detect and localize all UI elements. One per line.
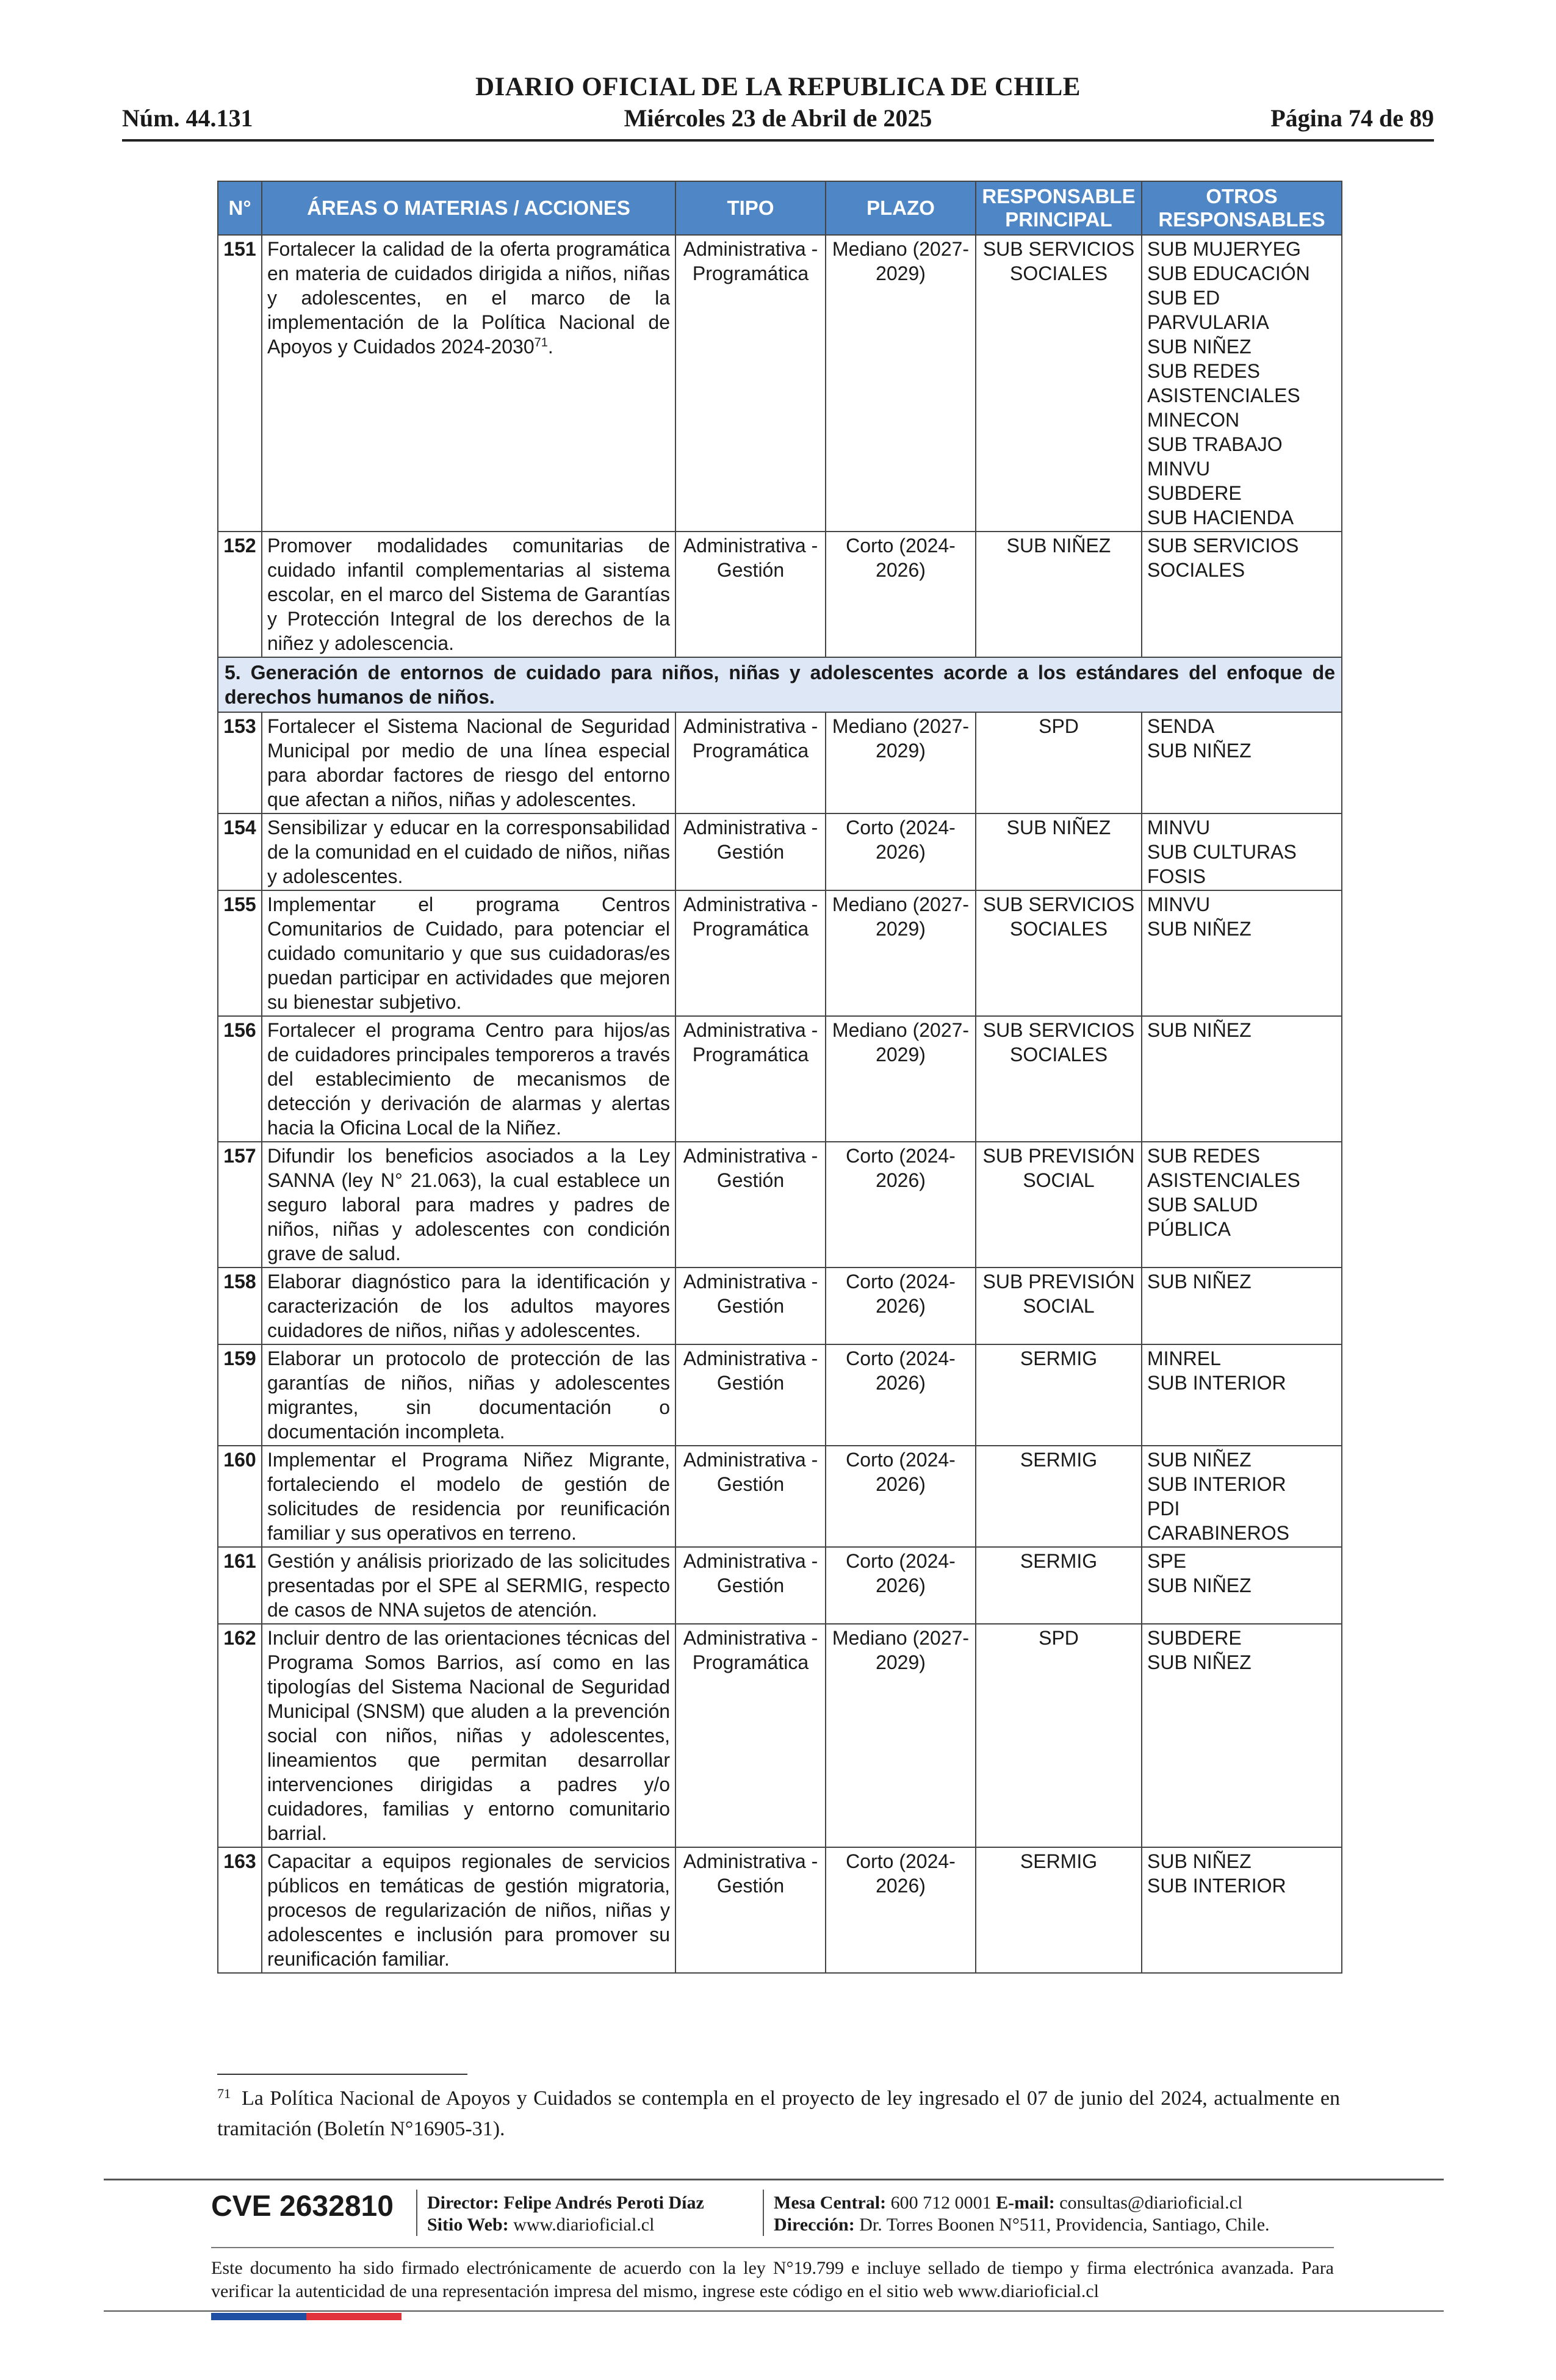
other-responsible: SUB NIÑEZ — [1147, 1850, 1252, 1872]
row-otros — [1142, 1016, 1342, 1142]
row-action — [262, 1624, 675, 1847]
other-responsible: SPE — [1147, 1550, 1187, 1572]
row-responsable: SERMIG — [976, 1344, 1142, 1446]
row-action-text: Gestión y análisis priorizado de las solicitudes presentadas por el SPE al SERMIG, respecto de casos de NNA sujetos de atención. — [267, 1550, 670, 1621]
row-number: 151 — [218, 235, 262, 532]
row-otros — [1142, 1344, 1342, 1446]
row-responsable: SUB PREVISIÓN SOCIAL — [976, 1268, 1142, 1344]
table-row — [218, 712, 1342, 813]
other-responsible: SUB SALUD PÚBLICA — [1147, 1194, 1258, 1240]
row-responsable: SUB SERVICIOS SOCIALES — [976, 1016, 1142, 1142]
row-plazo: Corto (2024-2026) — [826, 1446, 976, 1547]
row-tipo: Administrativa - Programática — [675, 890, 826, 1016]
column-header-responsable: RESPONSABLE PRINCIPAL — [976, 181, 1142, 235]
page-indicator: Página 74 de 89 — [1270, 104, 1434, 132]
header-rule — [122, 139, 1434, 142]
table-row — [218, 532, 1342, 657]
other-responsible: SUB ED PARVULARIA — [1147, 287, 1269, 333]
row-action-text: Fortalecer la calidad de la oferta programática en materia de cuidados dirigida a niños, niñas y adolescentes, en el marco de la implementación de la Política Nacional de Apoyos y Cuidados 2024-2030 — [267, 238, 670, 358]
section-title: 5. Generación de entornos de cuidado para niños, niñas y adolescentes acorde a los estándares del enfoque de derechos humanos de niños. — [218, 657, 1342, 712]
row-action — [262, 1016, 675, 1142]
row-number: 159 — [218, 1344, 262, 1446]
other-responsible: CARABINEROS — [1147, 1522, 1289, 1544]
other-responsible: SUBDERE — [1147, 1627, 1242, 1649]
row-tipo: Administrativa - Gestión — [675, 813, 826, 890]
row-number: 155 — [218, 890, 262, 1016]
other-responsible: SUB NIÑEZ — [1147, 1271, 1252, 1293]
other-responsible: PDI — [1147, 1498, 1180, 1520]
footer-rule-middle — [211, 2247, 1334, 2248]
table-row — [218, 1016, 1342, 1142]
footer-director-block — [427, 2192, 704, 2236]
other-responsible: SUB NIÑEZ — [1147, 1449, 1252, 1471]
other-responsible: SUB INTERIOR — [1147, 1473, 1286, 1495]
row-otros — [1142, 1142, 1342, 1268]
other-responsible: SUB NIÑEZ — [1147, 1574, 1252, 1596]
row-plazo: Corto (2024-2026) — [826, 532, 976, 657]
other-responsible: SUB EDUCACIÓN — [1147, 262, 1310, 284]
table-header-row — [218, 181, 1342, 235]
row-otros — [1142, 1624, 1342, 1847]
mesa-phone: 600 712 0001 — [890, 2193, 992, 2213]
row-tipo: Administrativa - Programática — [675, 1016, 826, 1142]
row-otros — [1142, 712, 1342, 813]
row-responsable: SERMIG — [976, 1547, 1142, 1624]
row-action-text: Difundir los beneficios asociados a la Ley SANNA (ley N° 21.063), la cual establece un seguro laboral para madres y padres de niños, niñas y adolescentes con condición grave de salud. — [267, 1145, 670, 1264]
row-action — [262, 1547, 675, 1624]
row-responsable: SPD — [976, 1624, 1142, 1847]
table-body-before-section — [218, 235, 1342, 657]
row-otros — [1142, 1446, 1342, 1547]
footnote-mark: 71 — [217, 2086, 231, 2101]
row-number: 161 — [218, 1547, 262, 1624]
footer-separator — [416, 2190, 417, 2236]
column-header-otros: OTROS RESPONSABLES — [1142, 181, 1342, 235]
other-responsible: SUB NIÑEZ — [1147, 1651, 1252, 1673]
row-responsable: SUB PREVISIÓN SOCIAL — [976, 1142, 1142, 1268]
email-label: E-mail: — [996, 2193, 1055, 2213]
row-action-text: Sensibilizar y educar en la corresponsabilidad de la comunidad en el cuidado de niños, niñas y adolescentes. — [267, 817, 670, 887]
row-action — [262, 890, 675, 1016]
other-responsible: SUB MUJERYEG — [1147, 238, 1301, 260]
table-row — [218, 1142, 1342, 1268]
table-row — [218, 1624, 1342, 1847]
table-row — [218, 890, 1342, 1016]
address-label: Dirección: — [774, 2215, 855, 2235]
row-plazo: Corto (2024-2026) — [826, 813, 976, 890]
row-number: 154 — [218, 813, 262, 890]
row-plazo: Corto (2024-2026) — [826, 1142, 976, 1268]
email-link[interactable]: consultas@diarioficial.cl — [1059, 2193, 1243, 2213]
flag-stripe-red — [306, 2313, 402, 2320]
table-row — [218, 1847, 1342, 1973]
address-text: Dr. Torres Boonen N°511, Providencia, Santiago, Chile. — [859, 2215, 1270, 2235]
row-responsable: SUB NIÑEZ — [976, 532, 1142, 657]
row-action — [262, 1344, 675, 1446]
cve-code: CVE 2632810 — [211, 2190, 394, 2223]
row-tipo: Administrativa - Gestión — [675, 1344, 826, 1446]
row-action — [262, 1847, 675, 1973]
row-plazo: Mediano (2027-2029) — [826, 712, 976, 813]
row-tipo: Administrativa - Programática — [675, 235, 826, 532]
other-responsible: SUB HACIENDA — [1147, 507, 1294, 528]
table-row — [218, 1268, 1342, 1344]
table-row — [218, 235, 1342, 532]
row-otros — [1142, 532, 1342, 657]
row-action — [262, 712, 675, 813]
column-header-plazo: PLAZO — [826, 181, 976, 235]
row-otros — [1142, 1268, 1342, 1344]
table-row — [218, 1446, 1342, 1547]
row-action-text: Implementar el Programa Niñez Migrante, fortaleciendo el modelo de gestión de solicitudes de residencia por reunificación familiar y sus operativos en terreno. — [267, 1449, 670, 1544]
footer-rule-bottom — [104, 2310, 1444, 2312]
director-name: Felipe Andrés Peroti Díaz — [503, 2193, 704, 2213]
other-responsible: SUB CULTURAS — [1147, 841, 1297, 863]
row-otros — [1142, 813, 1342, 890]
other-responsible: SUB REDES ASISTENCIALES — [1147, 1145, 1300, 1191]
row-tipo: Administrativa - Gestión — [675, 1268, 826, 1344]
row-tipo: Administrativa - Gestión — [675, 1847, 826, 1973]
other-responsible: SUB NIÑEZ — [1147, 1019, 1252, 1041]
row-tipo: Administrativa - Programática — [675, 1624, 826, 1847]
row-action — [262, 235, 675, 532]
issue-number: Núm. 44.131 — [122, 104, 253, 132]
row-action-text: Elaborar diagnóstico para la identificación y caracterización de los adultos mayores cuidadores de niños, niñas y adolescentes. — [267, 1271, 670, 1341]
row-number: 162 — [218, 1624, 262, 1847]
other-responsible: SUB NIÑEZ — [1147, 918, 1252, 940]
row-plazo: Mediano (2027-2029) — [826, 1624, 976, 1847]
other-responsible: SUB REDES ASISTENCIALES — [1147, 360, 1300, 406]
row-tipo: Administrativa - Gestión — [675, 1446, 826, 1547]
other-responsible: SUB NIÑEZ — [1147, 336, 1252, 358]
flag-stripe-blue — [211, 2313, 306, 2320]
row-action-text: Elaborar un protocolo de protección de las garantías de niños, niñas y adolescentes migrantes, sin documentación o documentación incompleta. — [267, 1347, 670, 1443]
footnote-text: La Política Nacional de Apoyos y Cuidados se contempla en el proyecto de ley ingresado el 07 de junio del 2024, actualmente en tramitación (Boletín N°16905-31). — [217, 2087, 1340, 2140]
section-row — [218, 657, 1342, 712]
row-action-text: Implementar el programa Centros Comunitarios de Cuidado, para potenciar el cuidado comunitario y que sus cuidadoras/es puedan participar en actividades que mejoren su bienestar subjetivo. — [267, 893, 670, 1013]
footer-rule-top — [104, 2179, 1444, 2180]
row-plazo: Corto (2024-2026) — [826, 1344, 976, 1446]
row-action — [262, 1446, 675, 1547]
other-responsible: SUBDERE — [1147, 482, 1242, 504]
director-label: Director: — [427, 2193, 499, 2213]
other-responsible: SUB NIÑEZ — [1147, 740, 1252, 762]
row-action-tail: . — [547, 336, 553, 358]
website-link[interactable]: www.diarioficial.cl — [513, 2215, 655, 2235]
row-action-text: Promover modalidades comunitarias de cuidado infantil complementarias al sistema escolar, en el marco del Sistema de Garantías y Protección Integral de los derechos de la niñez y adolescencia. — [267, 535, 670, 654]
row-number: 160 — [218, 1446, 262, 1547]
actions-table — [217, 181, 1342, 1974]
other-responsible: MINREL — [1147, 1347, 1221, 1369]
row-number: 158 — [218, 1268, 262, 1344]
row-otros — [1142, 1847, 1342, 1973]
other-responsible: MINVU — [1147, 817, 1211, 838]
row-number: 163 — [218, 1847, 262, 1973]
legal-notice: Este documento ha sido firmado electrónicamente de acuerdo con la ley N°19.799 e incluye sellado de tiempo y firma electrónica avanzada. Para verificar la autenticidad de una representación impresa del mismo, ingrese este código en el sitio web www.diarioficial.cl — [211, 2258, 1334, 2301]
row-tipo: Administrativa - Programática — [675, 712, 826, 813]
other-responsible: MINVU — [1147, 458, 1211, 480]
table-row — [218, 1547, 1342, 1624]
other-responsible: SUB TRABAJO — [1147, 433, 1283, 455]
row-responsable: SUB NIÑEZ — [976, 813, 1142, 890]
footnote — [217, 2083, 1340, 2144]
issue-date: Miércoles 23 de Abril de 2025 — [624, 104, 932, 132]
row-otros — [1142, 1547, 1342, 1624]
other-responsible: FOSIS — [1147, 865, 1206, 887]
row-plazo: Mediano (2027-2029) — [826, 1016, 976, 1142]
row-action — [262, 813, 675, 890]
other-responsible: MINECON — [1147, 409, 1240, 431]
row-otros — [1142, 890, 1342, 1016]
row-action-text: Incluir dentro de las orientaciones técnicas del Programa Somos Barrios, así como en las tipologías del Sistema Nacional de Seguridad Municipal (SNSM) que aluden a la prevención social con niños, niñas y adolescentes, lineamientos que permitan desarrollar intervenciones dirigidas a padres y/o cuidadores, familias y entorno comunitario barrial. — [267, 1627, 670, 1844]
row-action-text: Fortalecer el programa Centro para hijos/as de cuidadores principales temporeros a través del establecimiento de mecanismos de detección y derivación de alarmas y alertas hacia la Oficina Local de la Niñez. — [267, 1019, 670, 1139]
footnote-rule — [217, 2074, 467, 2075]
row-plazo: Corto (2024-2026) — [826, 1847, 976, 1973]
row-number: 157 — [218, 1142, 262, 1268]
row-tipo: Administrativa - Gestión — [675, 532, 826, 657]
row-responsable: SUB SERVICIOS SOCIALES — [976, 235, 1142, 532]
other-responsible: SUB INTERIOR — [1147, 1875, 1286, 1897]
row-responsable: SERMIG — [976, 1446, 1142, 1547]
table-row — [218, 813, 1342, 890]
row-tipo: Administrativa - Gestión — [675, 1142, 826, 1268]
row-number: 153 — [218, 712, 262, 813]
footer-separator — [763, 2190, 764, 2236]
column-header-num: N° — [218, 181, 262, 235]
row-number: 152 — [218, 532, 262, 657]
row-responsable: SPD — [976, 712, 1142, 813]
row-plazo: Mediano (2027-2029) — [826, 235, 976, 532]
footer-contact-block — [774, 2192, 1270, 2236]
row-action-text: Capacitar a equipos regionales de servicios públicos en temáticas de gestión migratoria, procesos de regularización de niños, niñas y adolescentes e inclusión para promover su reunificación familiar. — [267, 1850, 670, 1970]
column-header-tipo: TIPO — [675, 181, 826, 235]
newspaper-title: DIARIO OFICIAL DE LA REPUBLICA DE CHILE — [475, 73, 1081, 101]
website-label: Sitio Web: — [427, 2215, 509, 2235]
row-action — [262, 532, 675, 657]
row-plazo: Corto (2024-2026) — [826, 1268, 976, 1344]
row-responsable: SUB SERVICIOS SOCIALES — [976, 890, 1142, 1016]
table-body-after-section — [218, 712, 1342, 1973]
row-otros — [1142, 235, 1342, 532]
row-action — [262, 1142, 675, 1268]
row-plazo: Mediano (2027-2029) — [826, 890, 976, 1016]
footnote-reference[interactable]: 71 — [534, 336, 548, 350]
mesa-label: Mesa Central: — [774, 2193, 887, 2213]
row-action — [262, 1268, 675, 1344]
row-number: 156 — [218, 1016, 262, 1142]
row-tipo: Administrativa - Gestión — [675, 1547, 826, 1624]
row-plazo: Corto (2024-2026) — [826, 1547, 976, 1624]
other-responsible: SUB SERVICIOS SOCIALES — [1147, 535, 1299, 581]
column-header-area: ÁREAS O MATERIAS / ACCIONES — [262, 181, 675, 235]
other-responsible: SENDA — [1147, 715, 1215, 737]
other-responsible: MINVU — [1147, 893, 1211, 915]
table-row — [218, 1344, 1342, 1446]
table-section — [218, 657, 1342, 712]
row-action-text: Fortalecer el Sistema Nacional de Seguridad Municipal por medio de una línea especial para abordar factores de riesgo del entorno que afectan a niños, niñas y adolescentes. — [267, 715, 670, 810]
other-responsible: SUB INTERIOR — [1147, 1372, 1286, 1394]
row-responsable: SERMIG — [976, 1847, 1142, 1973]
